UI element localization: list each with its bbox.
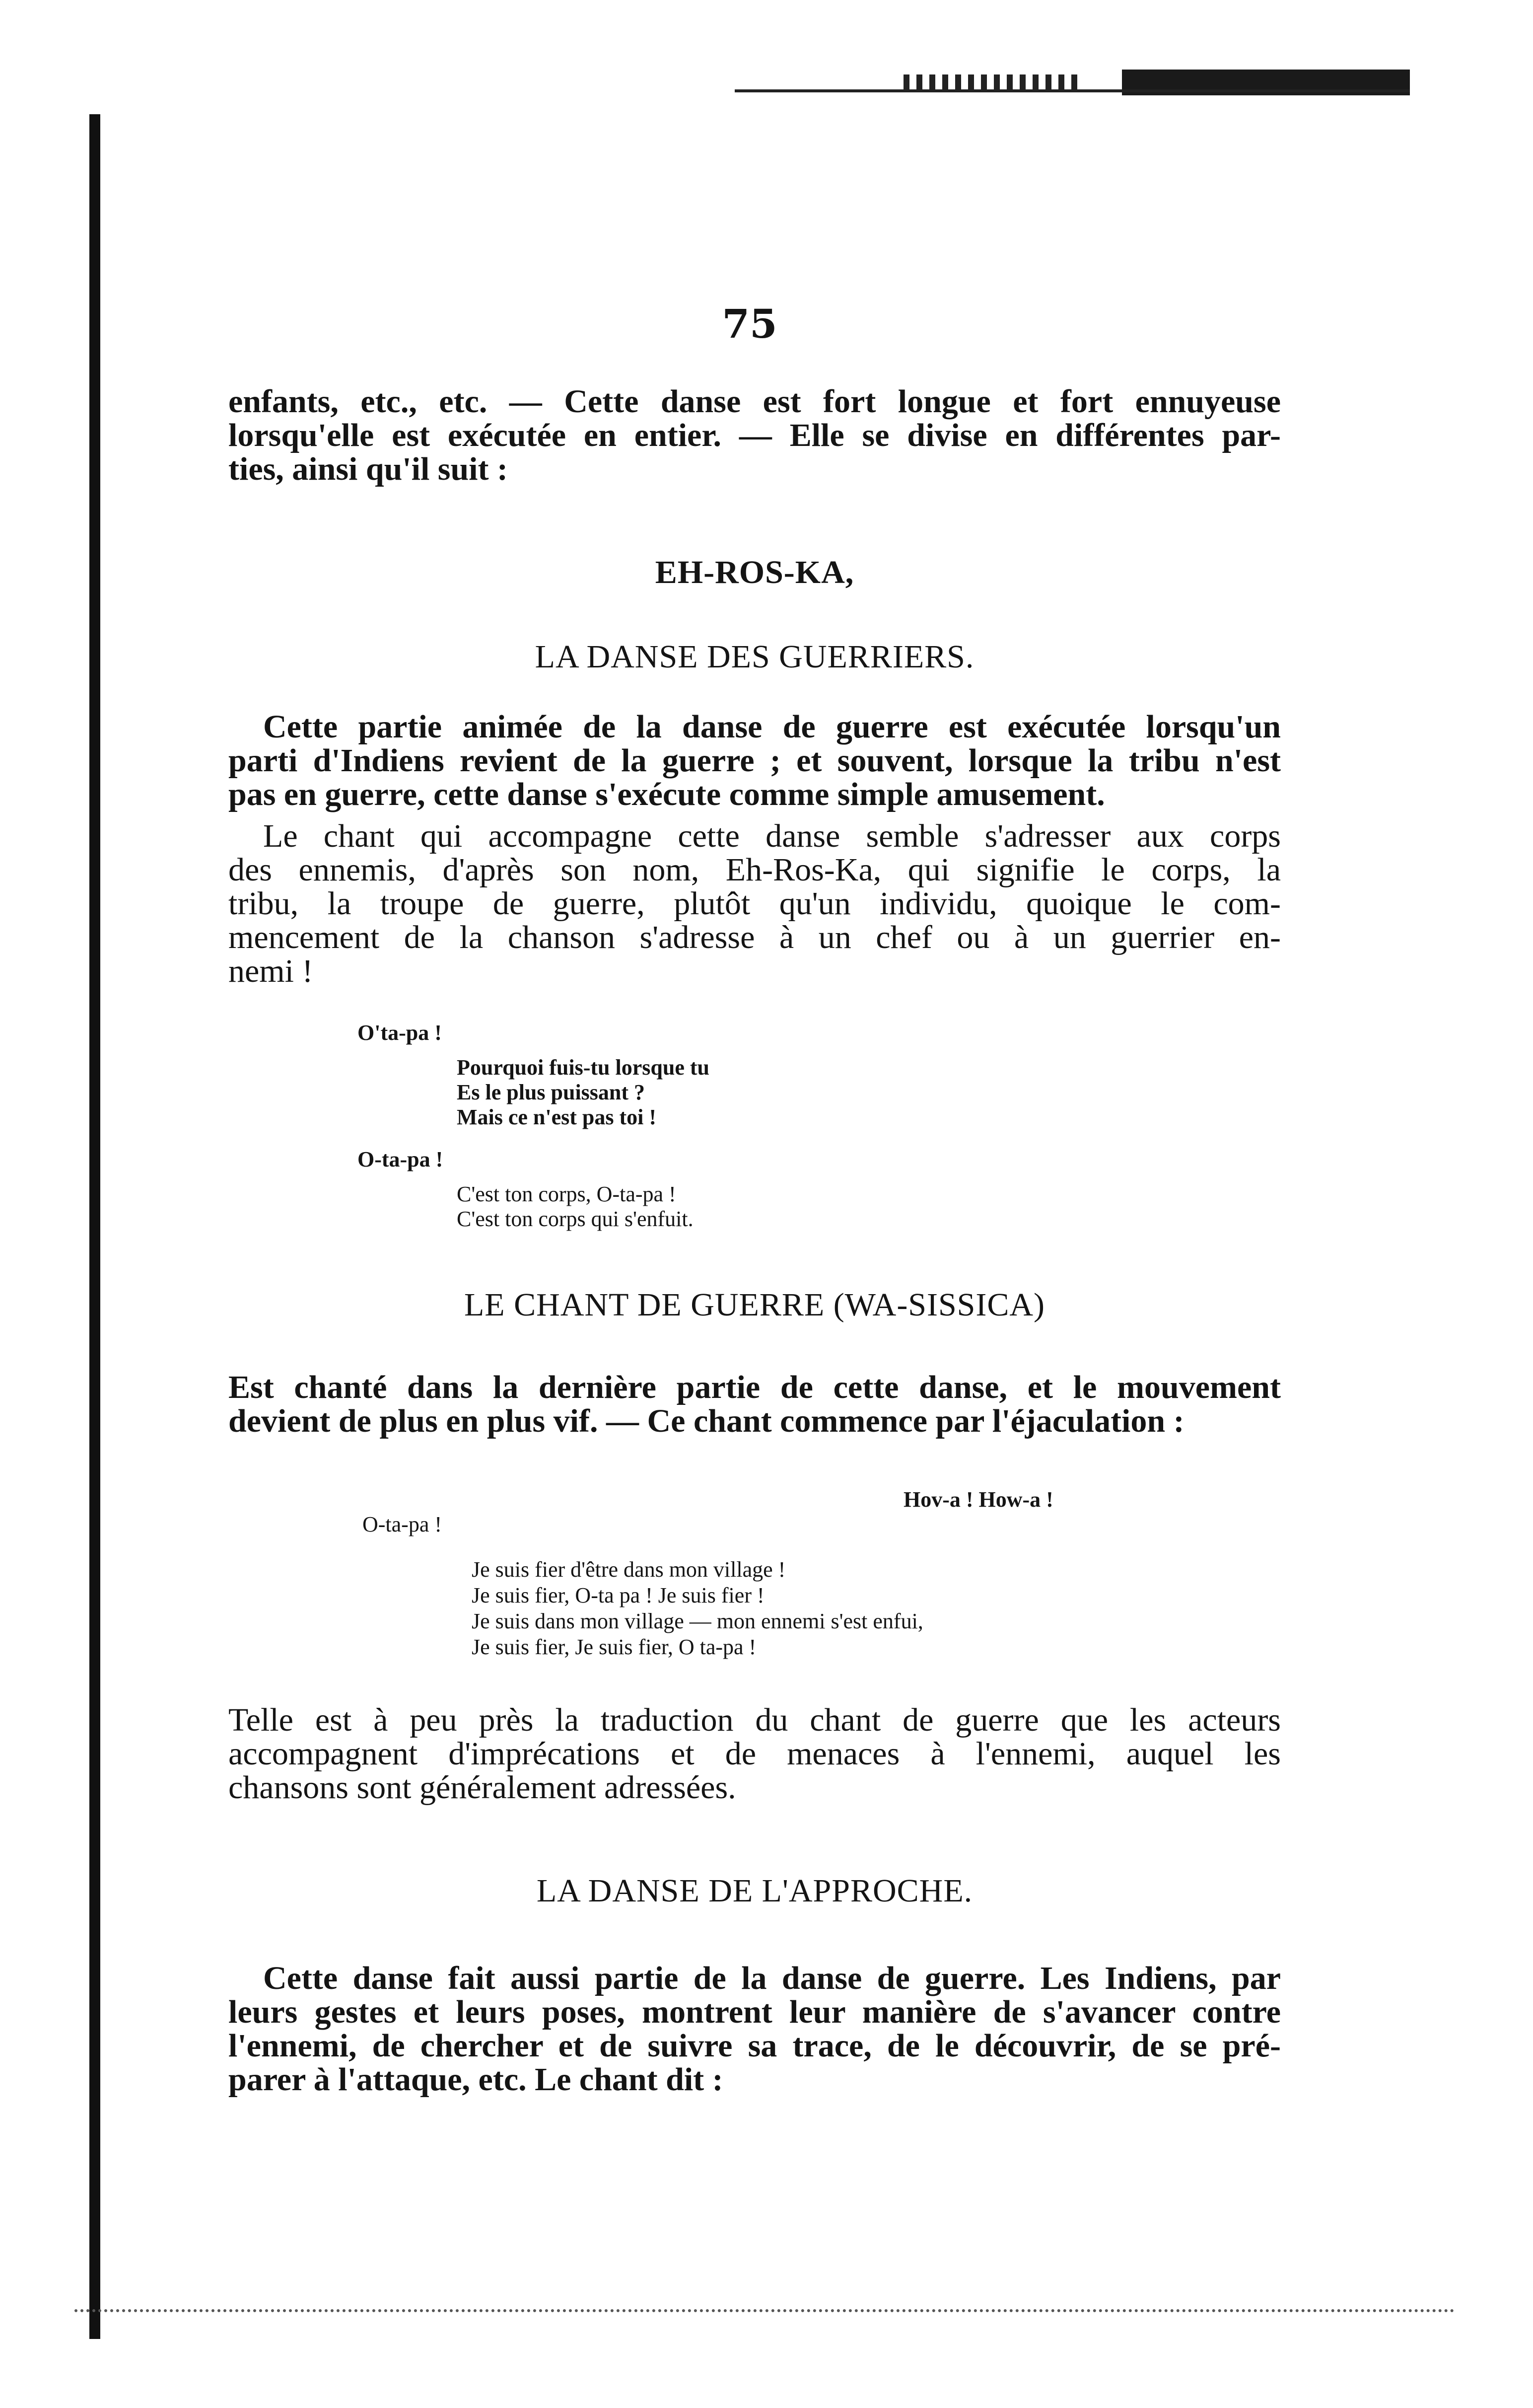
paragraph-line: accompagnent d'imprécations et de menaces à l'ennemi, auquel les: [228, 1736, 1281, 1772]
song-call: O'ta-pa !: [357, 1021, 442, 1045]
paragraph-line: parer à l'attaque, etc. Le chant dit :: [228, 2061, 723, 2098]
song-verse-3: [472, 1557, 923, 1660]
song-line: Je suis fier d'être dans mon village !: [472, 1557, 786, 1582]
paragraph-line: tribu, la troupe de guerre, plutôt qu'un individu, quoique le com-: [228, 885, 1281, 922]
song-line: C'est ton corps qui s'enfuit.: [457, 1207, 694, 1231]
song-line: Es le plus puissant ?: [457, 1080, 645, 1104]
paragraph-line: chansons sont généralement adressées.: [228, 1769, 736, 1806]
paragraph-line: mencement de la chanson s'adresse à un chef ou à un guerrier en-: [228, 919, 1281, 955]
song-call: O-ta-pa !: [357, 1147, 443, 1171]
song-line: Je suis fier, Je suis fier, O ta-pa !: [472, 1635, 757, 1659]
paragraph-line: Est chanté dans la dernière partie de cette danse, et le mouvement: [228, 1369, 1281, 1405]
song-line: C'est ton corps, O-ta-pa !: [457, 1182, 676, 1206]
intro-paragraph: [228, 385, 1281, 486]
paragraph-line: nemi !: [228, 953, 313, 989]
intro-line: enfants, etc., etc. — Cette danse est fort longue et fort ennuyeuse: [228, 383, 1281, 420]
paragraph-line: Le chant qui accompagne cette danse semble s'adresser aux corps: [263, 818, 1281, 854]
song-verse-1: [457, 1055, 709, 1130]
section-title-chant-de-guerre: LE CHANT DE GUERRE (WA-SISSICA): [464, 1287, 1045, 1323]
song-line: Je suis dans mon village — mon ennemi s'est enfui,: [472, 1609, 923, 1633]
intro-line: lorsqu'elle est exécutée en entier. — Elle se divise en différentes par-: [228, 417, 1281, 453]
page-number: 75: [722, 300, 777, 347]
paragraph-line: pas en guerre, cette danse s'exécute comme simple amusement.: [228, 776, 1105, 812]
approche-paragraph: [228, 1962, 1281, 2097]
paragraph-line: Cette partie animée de la danse de guerre est exécutée lorsqu'un: [263, 709, 1281, 745]
paragraph-line: l'ennemi, de chercher et de suivre sa trace, de le découvrir, de se pré-: [228, 2028, 1281, 2064]
guerriers-paragraph-1: [228, 710, 1281, 811]
paragraph-line: parti d'Indiens revient de la guerre ; et souvent, lorsque la tribu n'est: [228, 742, 1281, 779]
song-line: Pourquoi fuis-tu lorsque tu: [457, 1055, 709, 1080]
guerriers-paragraph-2: [228, 819, 1281, 988]
song-call: O-ta-pa !: [362, 1512, 442, 1536]
traduction-paragraph: [228, 1703, 1281, 1805]
song-verse-2: [457, 1182, 694, 1232]
paragraph-line: devient de plus en plus vif. — Ce chant commence par l'éjaculation :: [228, 1403, 1185, 1439]
scan-bottom-edge: [74, 2309, 1455, 2316]
chant-paragraph: [228, 1371, 1281, 1438]
intro-line: ties, ainsi qu'il suit :: [228, 451, 508, 487]
paragraph-line: des ennemis, d'après son nom, Eh-Ros-Ka, qui signifie le corps, la: [228, 852, 1281, 888]
song-exclamation: Hov-a ! How-a !: [904, 1487, 1053, 1512]
page-binding-edge: [89, 114, 100, 2339]
song-line: Je suis fier, O-ta pa ! Je suis fier !: [472, 1583, 765, 1607]
paragraph-line: Telle est à peu près la traduction du chant de guerre que les acteurs: [228, 1702, 1281, 1738]
section-subtitle-danse-des-guerriers: LA DANSE DES GUERRIERS.: [535, 639, 975, 675]
section-title-eh-ros-ka: EH-ROS-KA,: [655, 554, 854, 590]
section-title-danse-approche: LA DANSE DE L'APPROCHE.: [536, 1873, 973, 1909]
song-line: Mais ce n'est pas toi !: [457, 1105, 657, 1129]
paragraph-line: leurs gestes et leurs poses, montrent leur manière de s'avancer contre: [228, 1994, 1281, 2030]
scan-rule-top: [735, 89, 1410, 92]
paragraph-line: Cette danse fait aussi partie de la danse de guerre. Les Indiens, par: [263, 1960, 1281, 1996]
